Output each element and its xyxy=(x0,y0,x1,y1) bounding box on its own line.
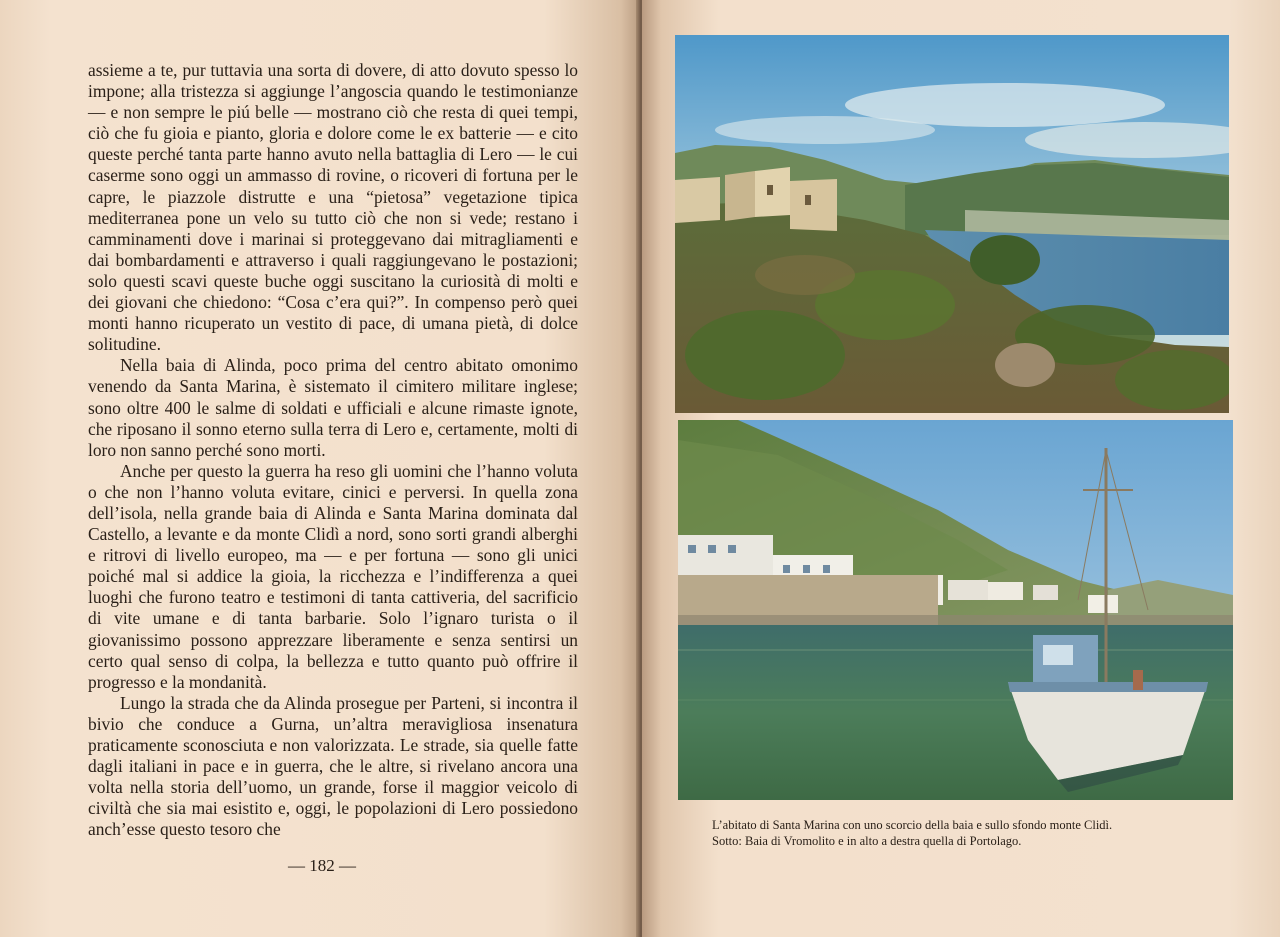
page-number: — 182 — xyxy=(288,856,356,875)
caption-line: Sotto: Baia di Vromolito e in alto a destra quella di Portolago. xyxy=(712,834,1022,848)
paragraph: Lungo la strada che da Alinda prosegue per Parteni, si incontra il bivio che conduce a Gurna, un’altra meravigliosa insenatura praticamente sconosciuta e non valorizzata. Le strade, sia quelle fatte dagli italiani in pace e in guerra, che le altre, si rivelano ancora una volta nella storia dell’uomo, un grande, forse il maggior veicolo di civiltà che sia mai esistito e, oggi, le popolazioni di Lero possiedono anch’esse questo tesoro che xyxy=(88,692,578,840)
photo-vromolito-bay xyxy=(678,420,1233,800)
caption-line: L’abitato di Santa Marina con uno scorcio della baia e sullo sfondo monte Clidì. xyxy=(712,818,1113,832)
photo-santa-marina-hillside xyxy=(675,35,1229,413)
paragraph: Nella baia di Alinda, poco prima del centro abitato omonimo venendo da Santa Marina, è sistemato il cimitero militare inglese; sono oltre 400 le salme di soldati e ufficiali e alcune rimaste ignote, che riposano il sonno eterno sulla terra di Lero e, certamente, molti di loro non sanno perché sono morti. xyxy=(88,355,578,460)
paragraph: assieme a te, pur tuttavia una sorta di dovere, di atto dovuto spesso lo impone; alla tristezza si aggiunge l’angoscia quando le testimonianze — e non sempre le piú belle — mostrano ciò che resta di quei tempi, ciò che fu gioia e pianto, gloria e dolore come le ex batterie — e cito queste perché tanta parte hanno avuto nella battaglia di Lero — le cui caserme sono oggi un ammasso di rovine, o ricoveri di fortuna per le capre, le piazzole distrutte e una “pietosa” vegetazione tipica mediterranea pone un velo su tutto ciò che non si vede; restano i camminamenti dove i marinai si proteggevano dai mitragliamenti e dai bombardamenti e attraverso i quali raggiungevano le postazioni; solo questi scavi queste buche oggi suscitano la curiosità di molti e dei giovani che chiedono: “Cosa c’era qui?”. In compenso però quei monti hanno ricuperato un vestito di pace, di umana pietà, di dolce solitudine. xyxy=(88,60,578,355)
body-text xyxy=(88,60,578,840)
photo-caption xyxy=(712,817,1212,849)
paragraph: Anche per questo la guerra ha reso gli uomini che l’hanno voluta o che non l’hanno voluta evitare, cinici e perversi. In quella zona dell’isola, nella grande baia di Alinda e Santa Marina dominata dal Castello, a levante e da monte Clidì a nord, sono sorti grandi alberghi e ritrovi di livello europeo, ma — e per fortuna — sono gli unici poiché mal si addice la gioia, la ricchezza e l’indifferenza a quei luoghi che furono teatro e testimoni di tanta cattiveria, del sacrificio di vite umane e di tanta barbarie. Solo l’ignaro turista o il giovanissimo possono apprezzare liberamente e senza sentirsi un certo qual senso di colpa, la bellezza e tutto quanto può offrire il progresso e la mondanità. xyxy=(88,460,578,692)
